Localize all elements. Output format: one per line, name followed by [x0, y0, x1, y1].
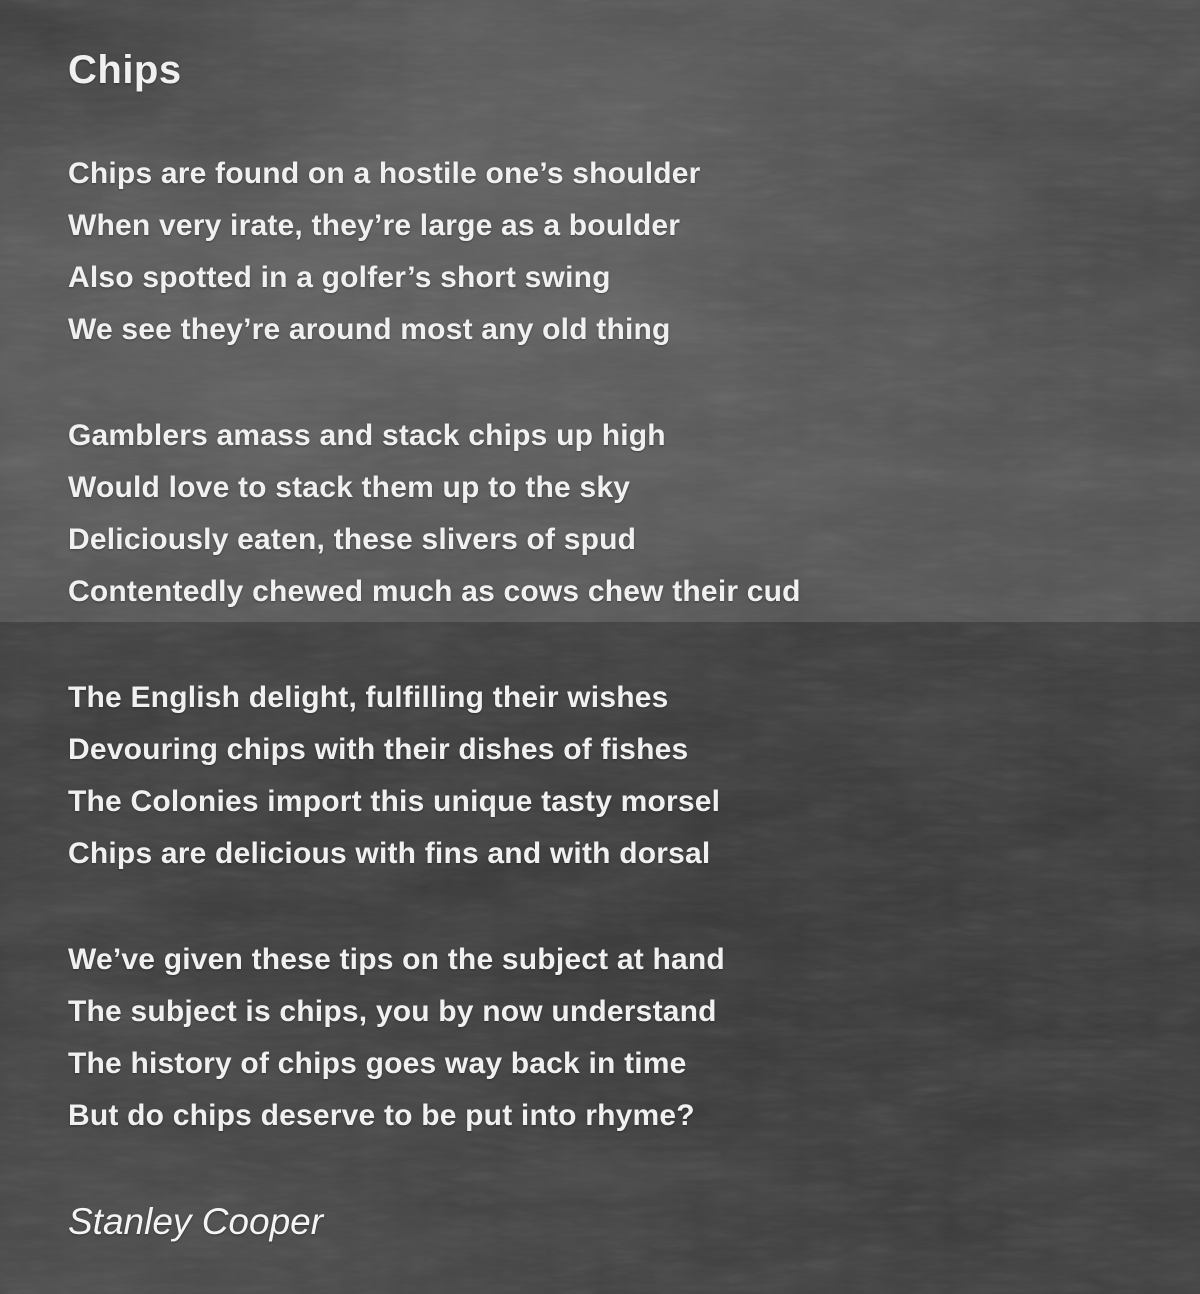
poem-line: Gamblers amass and stack chips up high [68, 419, 666, 452]
stanza-1 [68, 148, 1140, 356]
poem-line: We’ve given these tips on the subject at hand [68, 943, 725, 976]
poem-line: Chips are delicious with fins and with dorsal [68, 837, 711, 870]
poem-title: Chips [68, 48, 182, 92]
poem-line: But do chips deserve to be put into rhyme? [68, 1099, 695, 1132]
poem-line: The Colonies import this unique tasty morsel [68, 785, 721, 818]
stanza-3 [68, 672, 1140, 880]
poem-line: Also spotted in a golfer’s short swing [68, 261, 611, 294]
poem-line: The history of chips goes way back in time [68, 1047, 687, 1080]
poem-line: Would love to stack them up to the sky [68, 471, 631, 504]
poem-line: Chips are found on a hostile one’s shoulder [68, 157, 701, 190]
stanza-4 [68, 934, 1140, 1142]
author-name: Stanley Cooper [68, 1201, 324, 1242]
poem-line: Deliciously eaten, these slivers of spud [68, 523, 637, 556]
poem-line: When very irate, they’re large as a boulder [68, 209, 681, 242]
poem-line: The subject is chips, you by now understand [68, 995, 717, 1028]
poem-line: Devouring chips with their dishes of fishes [68, 733, 689, 766]
poem-line: Contentedly chewed much as cows chew their cud [68, 575, 801, 608]
stanza-2 [68, 410, 1140, 618]
poem-line: We see they’re around most any old thing [68, 313, 671, 346]
poem-line: The English delight, fulfilling their wishes [68, 681, 669, 714]
